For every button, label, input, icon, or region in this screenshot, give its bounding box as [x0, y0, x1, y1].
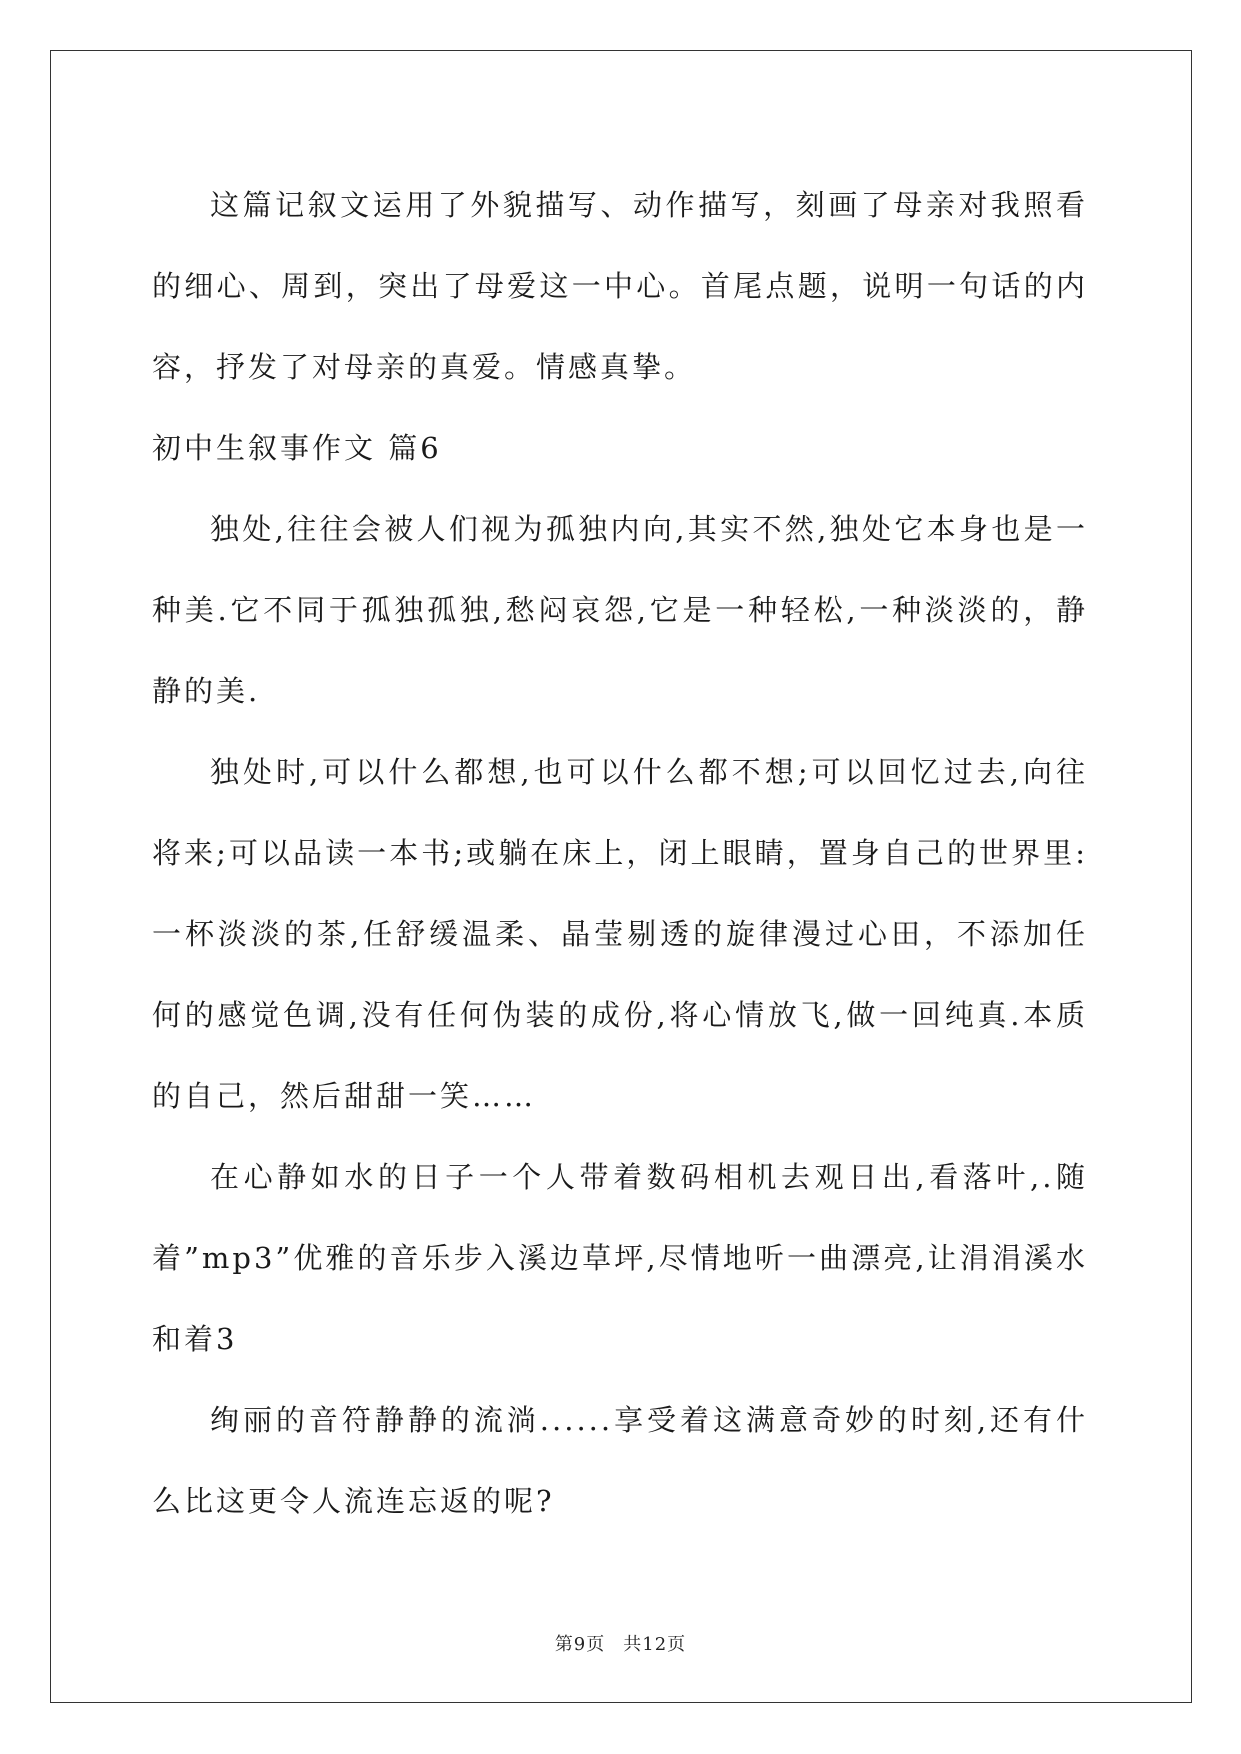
page-total: 共12页	[623, 1634, 687, 1655]
section-heading: 初中生叙事作文 篇6	[152, 431, 442, 465]
paragraph-solitude-thoughts: 独处时,可以什么都想,也可以什么都不想;可以回忆过去,向往将来;可以品读一本书;或躺在床上，闭上眼睛，置身自己的世界里:一杯淡淡的茶,任舒缓温柔、晶莹剔透的旋律漫过心田，不添加任何的感觉色调,没有任何伪装的成份,将心情放飞,做一回纯真.本质的自己，然后甜甜一笑……	[152, 755, 1088, 1113]
document-body	[152, 165, 1088, 1542]
paragraph-solitude-intro: 独处,往往会被人们视为孤独内向,其实不然,独处它本身也是一种美.它不同于孤独孤独,愁闷哀怨,它是一种轻松,一种淡淡的，静静的美.	[152, 512, 1088, 708]
page-footer	[0, 1630, 1241, 1656]
paragraph-notes-flowing: 绚丽的音符静静的流淌......享受着这满意奇妙的时刻,还有什么比这更令人流连忘返的呢?	[152, 1403, 1088, 1518]
page-number: 第9页	[554, 1634, 606, 1655]
paragraph-calm-days: 在心静如水的日子一个人带着数码相机去观日出,看落叶,.随着”mp3”优雅的音乐步入溪边草坪,尽情地听一曲漂亮,让涓涓溪水和着3	[152, 1160, 1088, 1356]
paragraph-commentary: 这篇记叙文运用了外貌描写、动作描写，刻画了母亲对我照看的细心、周到，突出了母爱这一中心。首尾点题，说明一句话的内容，抒发了对母亲的真爱。情感真挚。	[152, 188, 1088, 384]
